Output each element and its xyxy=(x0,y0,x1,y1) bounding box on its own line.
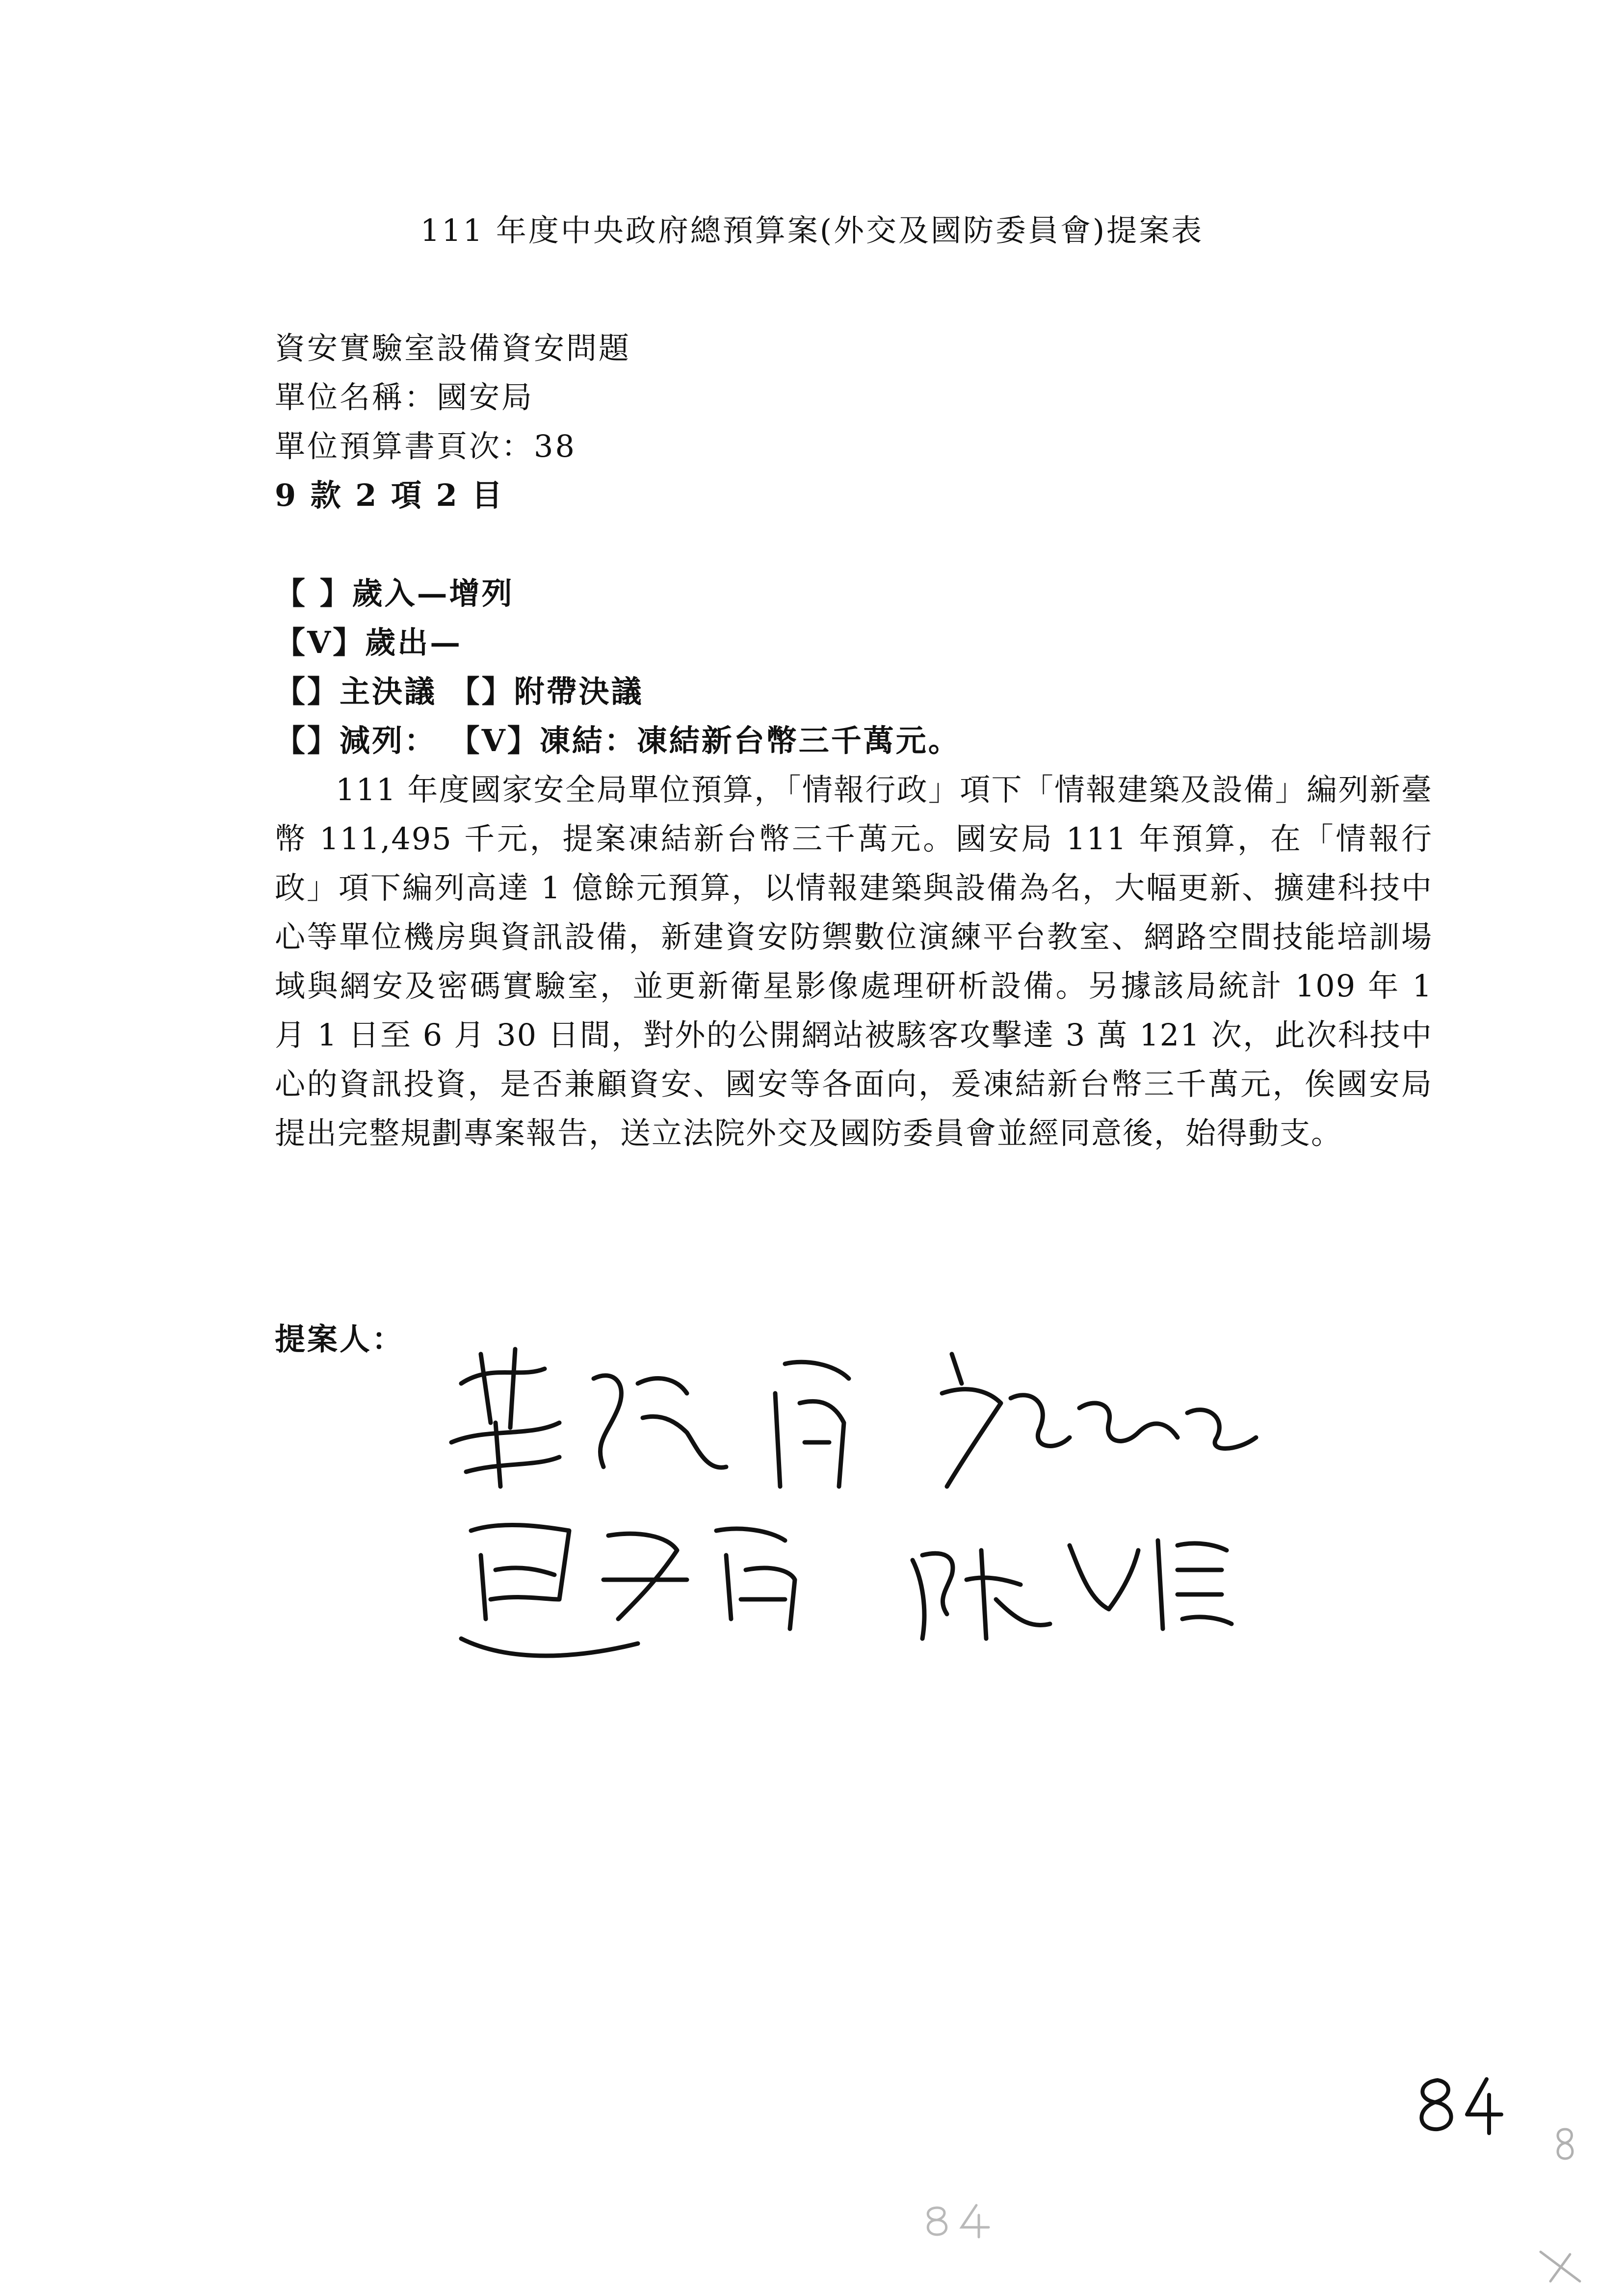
proposal-options xyxy=(275,569,961,765)
proposal-body: 111 年度國家安全局單位預算，「情報行政」項下「情報建築及設備」編列新臺幣 111,495 千元，提案凍結新台幣三千萬元。國安局 111 年預算，在「情報行政」項下編列高達 1 億餘元預算，以情報建築與設備為名，大幅更新、擴建科技中心等單位機房與資訊設備，新建資安防禦數位演練平台教室、網路空間技能培訓場域與網安及密碼實驗室，並更新衛星影像處理研析設備。另據該局統計 109 年 1 月 1 日至 6 月 30 日間，對外的公開網站被駭客攻擊達 3 萬 121 次，此次科技中心的資訊投資，是否兼顧資安、國安等各面向，爰凍結新台幣三千萬元，俟國安局提出完整規劃專案報告，送立法院外交及國防委員會並經同意後，始得動支。 xyxy=(275,772,1433,1151)
option-revenue: 【 】歲入—增列 xyxy=(275,575,514,611)
option-freeze: 【】減列： 【V】凍結：凍結新台幣三千萬元。 xyxy=(275,723,961,758)
section-line: 9 款 2 項 2 目 xyxy=(275,477,504,513)
faint-mark-x xyxy=(1531,2247,1590,2286)
signature-2 xyxy=(942,1354,1256,1487)
signatures xyxy=(432,1325,1315,1697)
signature-3 xyxy=(461,1525,795,1656)
document-meta xyxy=(275,324,631,520)
document-title: 111 年度中央政府總預算案(外交及國防委員會)提案表 xyxy=(420,212,1204,248)
signature-4 xyxy=(913,1540,1231,1639)
option-resolution: 【】主決議 【】附帶決議 xyxy=(275,674,644,709)
handwritten-page-number xyxy=(1408,2070,1506,2139)
unit-line: 單位名稱：國安局 xyxy=(275,379,534,415)
faint-mark-84 xyxy=(917,2198,996,2242)
signature-1 xyxy=(451,1349,849,1487)
proposer-label: 提案人： xyxy=(275,1321,405,1357)
subject-line: 資安實驗室設備資安問題 xyxy=(275,330,631,366)
option-expenditure: 【V】歲出— xyxy=(275,625,463,660)
faint-mark-8 xyxy=(1545,2124,1585,2164)
page-line: 單位預算書頁次：38 xyxy=(275,428,576,464)
